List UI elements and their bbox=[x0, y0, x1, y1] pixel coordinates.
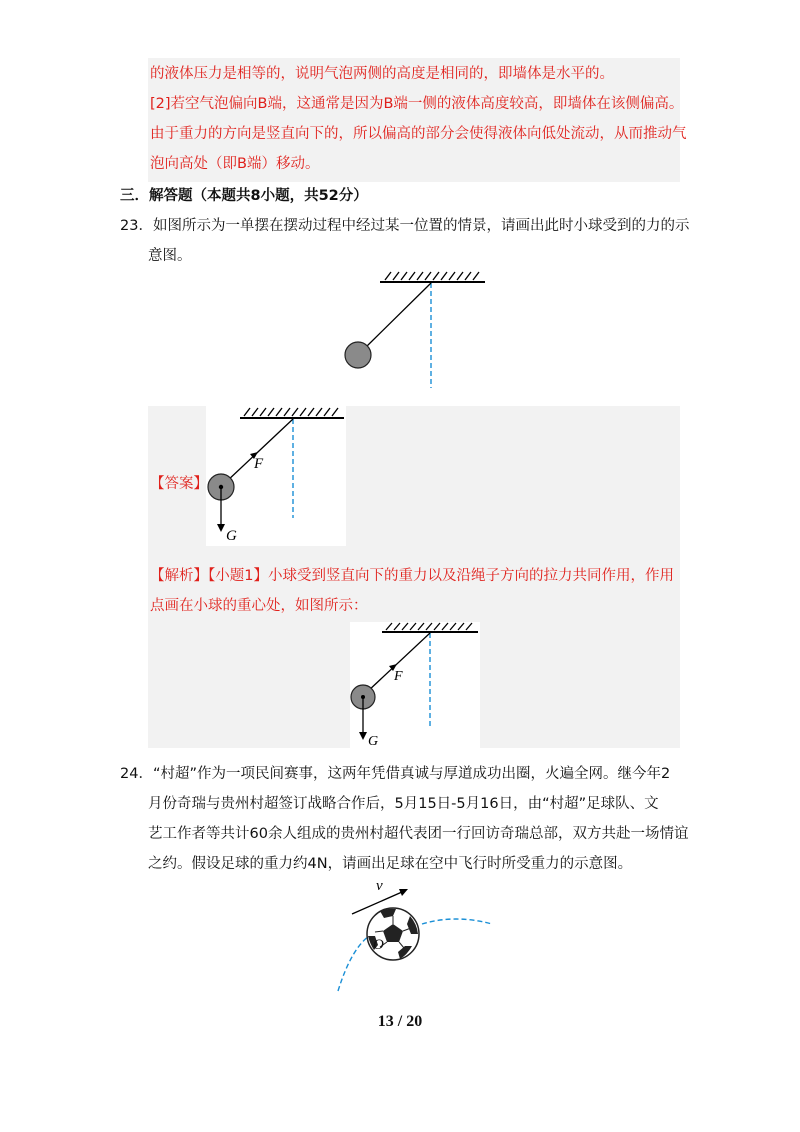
page-number: 13 / 20 bbox=[377, 1013, 423, 1030]
question-24-text: 24．“村超”作为一项民间赛事，这两年凭借真诚与厚道成功出圈，火遍全网。继今年2 bbox=[120, 766, 671, 782]
section-heading: 三．解答题（本题共8小题，共52分） bbox=[120, 188, 368, 204]
answer-23-tag: 【答案】 bbox=[150, 476, 208, 492]
velocity-label-v: v bbox=[376, 878, 383, 894]
answer-line: 由于重力的方向是竖直向下的，所以偏高的部分会使得液体向低处流动，从而推动气 bbox=[150, 126, 687, 142]
answer-line: [2]若空气泡偏向B端，这通常是因为B端一侧的液体高度较高，即墙体在该侧偏高。 bbox=[150, 96, 684, 112]
force-label-G: G bbox=[368, 734, 379, 748]
answer-23-figure bbox=[206, 406, 346, 546]
force-label-G: G bbox=[226, 528, 237, 544]
question-24-text: 艺工作者等共计60余人组成的贵州村超代表团一行回访奇瑞总部，双方共赴一场情谊 bbox=[148, 826, 689, 842]
question-23-text: 意图。 bbox=[148, 248, 192, 264]
force-label-F: F bbox=[254, 456, 264, 472]
analysis-23-text: 【解析】【小题1】小球受到竖直向下的重力以及沿绳子方向的拉力共同作用，作用 bbox=[150, 568, 674, 584]
answer-line: 泡向高处（即B端）移动。 bbox=[150, 156, 320, 172]
question-24-text: 之约。假设足球的重力约4N，请画出足球在空中飞行时所受重力的示意图。 bbox=[148, 856, 633, 872]
question-24-text: 月份奇瑞与贵州村超签订战略合作后，5月15日-5月16日，由“村超”足球队、文 bbox=[148, 796, 659, 812]
pendulum-figure bbox=[335, 268, 495, 390]
question-23-text: 23．如图所示为一单摆在摆动过程中经过某一位置的情景，请画出此时小球受到的力的示 bbox=[120, 218, 690, 234]
answer-line: 的液体压力是相等的，说明气泡两侧的高度是相同的，即墙体是水平的。 bbox=[150, 66, 614, 82]
center-label-O: O bbox=[373, 937, 384, 953]
force-label-F: F bbox=[394, 669, 403, 684]
analysis-23-figure bbox=[350, 622, 480, 748]
football-figure bbox=[330, 876, 500, 996]
analysis-23-text: 点画在小球的重心处，如图所示： bbox=[150, 598, 368, 614]
